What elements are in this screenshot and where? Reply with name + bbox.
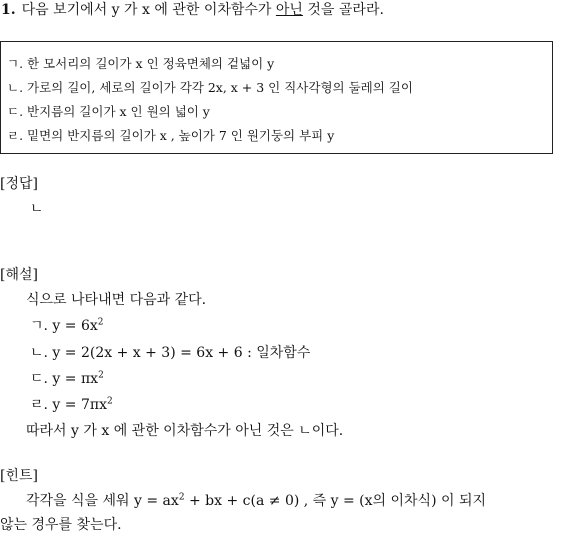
explanation-line: [30, 395, 113, 415]
answer-label: [정답]: [0, 176, 38, 192]
answer-value: ㄴ: [30, 201, 44, 217]
options-box: [0, 41, 553, 154]
explanation-label: [해설]: [0, 267, 38, 283]
question-text-before: 다음 보기에서 y 가 x 에 관한 이차함수가: [21, 2, 276, 18]
question-text-after: 것을 골라라.: [302, 2, 384, 18]
explanation-line-text: ㄹ. y = 7πx: [30, 397, 107, 413]
hint-line-1: [26, 491, 486, 511]
explanation-intro: 식으로 나타내면 다음과 같다.: [26, 292, 207, 308]
explanation-line: [30, 316, 104, 336]
explanation-line: [30, 369, 104, 389]
hint-text-b: + bx + c(a ≠ 0) , 즉 y = (x의 이차식) 이 되지: [184, 493, 487, 509]
explanation-conclusion: 따라서 y 가 x 에 관한 이차함수가 아닌 것은 ㄴ이다.: [26, 423, 344, 439]
explanation-line-text: ㄴ. y = 2(2x + x + 3) = 6x + 6 : 일차함수: [30, 345, 311, 361]
option-item: ㄷ. 반지름의 길이가 x 인 원의 넓이 y: [7, 104, 210, 119]
explanation-line-exponent: 2: [98, 370, 104, 381]
explanation-line-text: ㄱ. y = 6x: [30, 318, 98, 334]
question-line: [1, 0, 384, 20]
explanation-line: [30, 343, 310, 363]
hint-exponent: 2: [178, 492, 185, 503]
option-item: ㄹ. 밑면의 반지름의 길이가 x , 높이가 7 인 원기둥의 부피 y: [7, 128, 335, 143]
hint-line-2: 않는 경우를 찾는다.: [0, 517, 122, 533]
option-item: ㄴ. 가로의 길이, 세로의 길이가 각각 2x, x + 3 인 직사각형의 둘레의 길이: [7, 80, 413, 95]
hint-text-a: 각각을 식을 세워 y = ax: [26, 493, 179, 509]
explanation-line-text: ㄷ. y = πx: [30, 371, 99, 387]
explanation-line-exponent: 2: [97, 317, 104, 328]
question-underlined-word: 아닌: [275, 2, 303, 18]
explanation-line-exponent: 2: [106, 396, 113, 407]
hint-label: [힌트]: [0, 468, 38, 484]
option-item: ㄱ. 한 모서리의 길이가 x 인 정육면체의 겉넓이 y: [7, 56, 275, 71]
question-number: 1.: [1, 2, 16, 18]
